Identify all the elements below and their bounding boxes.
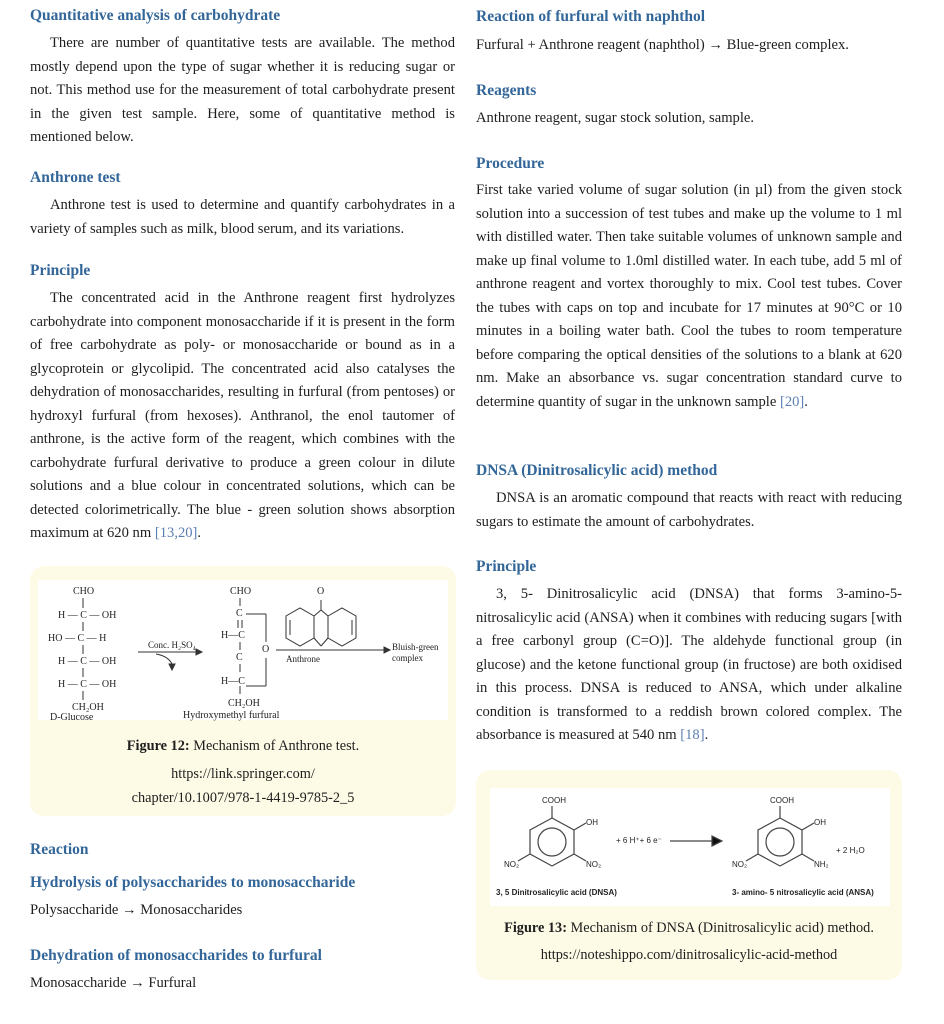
glucose-ch2oh: CH₂OH: [72, 702, 104, 713]
ansa-label: 3- amino- 5 nitrosalicylic acid (ANSA): [732, 888, 874, 897]
glucose-c3: HO — C — H: [48, 633, 107, 644]
glucose-cho: CHO: [73, 586, 95, 597]
figure-12-url-line2[interactable]: chapter/10.1007/978-1-4419-9785-2_5: [131, 790, 355, 806]
glucose-c5: H — C — OH: [58, 679, 117, 690]
equation-hydrolysis: Polysaccharide → Monosaccharides: [30, 902, 243, 918]
dnsa-label: 3, 5 Dinitrosalicylic acid (DNSA): [496, 888, 617, 897]
procedure-text: First take varied volume of sugar solution (in µl) from the given stock solution into a succession of test tubes and make up the volume to 1 ml with distilled water. Then take suitable volumes of unknown sample and make up final volume to 1.0ml distilled water. In each tube, add 5 ml of anthrone reagent and vortex thoroughly to mix. Cool test tubes. Cover the tubes with caps on top and incubate for 17 minutes at 90°C or 10 minutes in a boiling water bath. Cool the tubes to room temperature before comparing the optical densities of the solutions to a blank at 620 nm. Make an absorbance vs. sugar concentration standard curve to determine quantity of sugar in the unknown sample: [476, 182, 902, 410]
figure-13-caption: [476, 916, 902, 940]
hmf-cho: CHO: [230, 586, 252, 597]
figure-13: [476, 770, 902, 980]
ansa-oh: OH: [814, 818, 826, 827]
paragraph-anthrone-test: Anthrone test is used to determine and quantify carbohydrates in a variety of samples such as milk, blood serum, and its variations.: [30, 197, 455, 237]
paragraph-principle: The concentrated acid in the Anthrone reagent first hydrolyzes carbohydrate into component monosaccharide if it is present in the form of free carbohydrate as poly- or monosaccharide or bound as in a glycoprotein or glycolipid. The concentrated acid also catalyses the dehydration of monosaccharides, resulting in furfural (from pentoses) or hydroxyl furfural (from hexoses). Anthranol, the enol tautomer of anthrone, is the active form of the reagent, which combines with the carbohydrate furfural derivative to produce a green colour in dilute solutions and a blue colour in concentrated solutions, which can be detected colorimetrically. The blue - green solution shows absorption maximum at 620 nm [13,20].: [30, 290, 455, 541]
figure-13-url[interactable]: https://noteshippo.com/dinitrosalicylic-acid-method: [540, 947, 838, 963]
heading-procedure: Procedure: [476, 155, 545, 172]
water-product: + 2 H₂O: [836, 846, 865, 855]
paragraph-procedure: First take varied volume of sugar solution (in µl) from the given stock solution into a succession of test tubes and make up the volume to 1 ml with distilled water. Then take suitable volumes of unknown sample and make up final volume to 1.0ml distilled water. In each tube, add 5 ml of anthrone reagent and vortex thoroughly to mix. Cool test tubes. Cover the tubes with caps on top and incubate for 17 minutes at 90°C or 10 minutes in a boiling water bath. Cool the tubes to room temperature before comparing the optical densities of the solutions to a blank at 620 nm. Make an absorbance vs. sugar concentration standard curve to determine quantity of sugar in the unknown sample [20].: [476, 182, 902, 410]
paragraph-principle-dnsa: 3, 5- Dinitrosalicylic acid (DNSA) that forms 3-amino-5-nitrosalicylic acid (ANSA) when it combines with reducing sugars [with a free carbonyl group (C=O)]. The aldehyde functional group (in glucose) and the ketone functional group (in fructose) are both oxidised in this process. DNSA is reduced to ANSA, which under alkaline condition is transformed to a reddish brown colored complex. The absorbance is measured at 540 nm [18].: [476, 586, 902, 743]
reagent-label: Conc. H₂SO₄: [148, 640, 196, 650]
ansa-cooh: COOH: [770, 796, 794, 805]
figure-13-label: Figure 13:: [504, 920, 567, 936]
heading-reaction: Reaction: [30, 841, 89, 858]
dnsa-no2-left: NO₂: [504, 860, 520, 869]
heading-dnsa-method: DNSA (Dinitrosalicylic acid) method: [476, 462, 718, 479]
anthrone-mechanism-diagram: [38, 580, 448, 723]
equation-dehydration: Monosaccharide → Furfural: [30, 975, 197, 991]
product-line2: complex: [392, 653, 423, 663]
hmf-c2: H—C: [221, 630, 245, 641]
heading-principle-dnsa: Principle: [476, 558, 537, 575]
heading-hydrolysis: Hydrolysis of polysaccharides to monosaccharide: [30, 874, 356, 891]
heading-principle: Principle: [30, 262, 91, 279]
dnsa-oh: OH: [586, 818, 598, 827]
paragraph-reagents: Anthrone reagent, sugar stock solution, sample.: [476, 110, 755, 126]
figure-12: [30, 566, 456, 816]
figure-13-title: Mechanism of DNSA (Dinitrosalicylic acid) method.: [566, 920, 874, 936]
dnsa-mechanism-diagram: [490, 788, 890, 906]
paragraph-dnsa: DNSA is an aromatic compound that reacts with react with reducing sugars to estimate the amount of carbohydrates.: [476, 490, 902, 530]
equation-naphthol: Furfural + Anthrone reagent (naphthol) → Blue-green complex.: [476, 37, 849, 53]
citation-link[interactable]: [13,20]: [154, 525, 198, 541]
hmf-c1: C: [236, 608, 243, 619]
ansa-no2: NO₂: [732, 860, 748, 869]
heading-quantitative-analysis: Quantitative analysis of carbohydrate: [30, 7, 281, 24]
heading-furfural-naphthol: Reaction of furfural with naphthol: [476, 8, 706, 25]
figure-12-caption: [30, 734, 456, 758]
glucose-label: D-Glucose: [50, 712, 94, 723]
hmf-ring-o: O: [262, 644, 270, 655]
reaction-reagents: + 6 H⁺+ 6 e⁻: [616, 836, 662, 845]
anthrone-oxygen: O: [317, 586, 325, 597]
dnsa-no2-right: NO₂: [586, 860, 602, 869]
figure-12-title: Mechanism of Anthrone test.: [189, 738, 360, 754]
heading-reagents: Reagents: [476, 82, 537, 99]
paragraph-quantitative-analysis: There are number of quantitative tests are available. The method mostly depend upon the type of sugar whether it is reducing sugar or not. This method use for the measurement of total carbohydrate present in the given test sample. Here, some of quantitative method is mentioned below.: [30, 35, 455, 145]
heading-anthrone-test: Anthrone test: [30, 169, 121, 186]
principle-dnsa-text: 3, 5- Dinitrosalicylic acid (DNSA) that forms 3-amino-5-nitrosalicylic acid (ANSA) when it combines with reducing sugars [with a free carbonyl group (C=O)]. The aldehyde functional group (in glucose) and the ketone functional group (in fructose) are both oxidised in this process. DNSA is reduced to ANSA, which under alkaline condition is transformed to a reddish brown colored complex. The absorbance is measured at 540 nm: [476, 586, 902, 743]
citation-link[interactable]: [18]: [680, 727, 705, 743]
product-line1: Bluish-green: [392, 642, 439, 652]
hmf-ch2oh: CH₂OH: [228, 698, 260, 709]
figure-12-label: Figure 12:: [126, 738, 190, 754]
hmf-c3: C: [236, 652, 243, 663]
heading-dehydration: Dehydration of monosaccharides to furfural: [30, 947, 322, 964]
glucose-c2: H — C — OH: [58, 610, 117, 621]
dnsa-cooh: COOH: [542, 796, 566, 805]
ansa-nh2: NH₂: [814, 860, 829, 869]
glucose-c4: H — C — OH: [58, 656, 117, 667]
citation-link[interactable]: [20]: [779, 393, 805, 410]
figure-12-url-line1[interactable]: https://link.springer.com/: [171, 766, 315, 782]
hmf-label: Hydroxymethyl furfural: [183, 710, 280, 721]
hmf-c4: H—C: [221, 676, 245, 687]
principle-text: The concentrated acid in the Anthrone reagent first hydrolyzes carbohydrate into component monosaccharide if it is present in the form of free carbohydrate as poly- or monosaccharide or bound as in a glycoprotein or glycolipid. The concentrated acid also catalyses the dehydration of monosaccharides, resulting in furfural (from pentoses) or hydroxyl furfural (from hexoses). Anthranol, the enol tautomer of anthrone, is the active form of the reagent, which combines with the carbohydrate furfural derivative to produce a green colour in dilute solutions and a blue colour in concentrated solutions, which can be detected colorimetrically. The blue - green solution shows absorption maximum at 620 nm: [30, 290, 455, 541]
anthrone-label: Anthrone: [286, 654, 320, 664]
